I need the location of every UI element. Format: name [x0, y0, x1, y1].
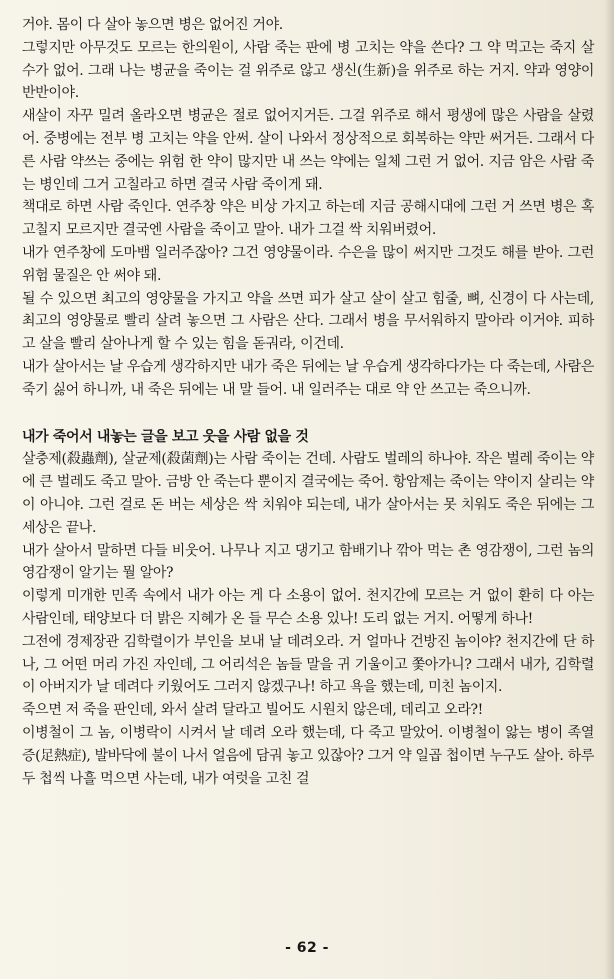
page-edge-shadow — [604, 0, 614, 979]
paragraph: 새살이 자꾸 밀려 올라오면 병균은 절로 없어지거든. 그걸 위주로 해서 평생에 많은 사람을 살렸어. 중병에는 전부 병 고치는 약을 안써. 살이 나와서 정상적으로 회복하는 약만 써거든. 그래서 다른 사람 약쓰는 중에는 위험 한 약이 많지만 내 쓰는 약에는 일체 그런 거 없어. 지금 암은 사람 죽는 병인데 그거 고칠라고 하면 결국 사람 죽이게 돼. — [22, 108, 594, 193]
paragraph: 내가 살아서는 날 우습게 생각하지만 내가 죽은 뒤에는 날 우습게 생각하다가는 다 죽는데, 사람은 죽기 싫어 하니까, 내 죽은 뒤에는 내 말 들어. 내 일러주는 대로 약 안 쓰고는 죽으니까. — [22, 358, 594, 398]
paragraph: 책대로 하면 사람 죽인다. 연주창 약은 비상 가지고 하는데 지금 공해시대에 그런 거 쓰면 병은 혹 고칠지 모르지만 결국엔 사람을 죽이고 말아. 내가 그걸 싹 치워버렸어. — [22, 199, 594, 239]
body-text — [22, 14, 594, 790]
page-number: - 62 - — [285, 940, 329, 956]
paragraph: 이렇게 미개한 민족 속에서 내가 아는 게 다 소용이 없어. 천지간에 모르는 거 없이 환히 다 아는 사람인데, 태양보다 더 밝은 지혜가 온 들 무슨 소용 있나! 도리 없는 거지. 어떻게 하나! — [22, 588, 594, 627]
paragraph: 내가 연주창에 도마뱀 일러주잖아? 그건 영양물이라. 수은을 많이 써지만 그것도 해를 받아. 그런 위험 물질은 안 써야 돼. — [22, 244, 594, 284]
paragraph: 죽으면 저 죽을 판인데, 와서 살려 달라고 빌어도 시원치 않은데, 데리고 오라?! — [22, 702, 483, 719]
section-gap — [22, 402, 594, 426]
section-heading: 내가 죽어서 내놓는 글을 보고 웃을 사람 없을 것 — [22, 428, 309, 445]
paragraph: 내가 살아서 말하면 다들 비웃어. 나무나 지고 댕기고 함배기나 깎아 먹는 촌 영감쟁이, 그런 놈의 영감쟁이 알기는 뭘 알아? — [22, 542, 594, 582]
paragraph: 될 수 있으면 최고의 영양물을 가지고 약을 쓰면 피가 살고 살이 살고 힘줄, 뼈, 신경이 다 사는데, 최고의 영양물로 빨리 살려 놓으면 그 사람은 산다. 그래서 병을 무서워하지 말아라 이거야. 피하고 살을 빨리 살아나게 할 수 있는 힘을 돋궈라, 이건데. — [22, 290, 594, 353]
paragraph: 이병철이 그 놈, 이병락이 시켜서 날 데려 오라 했는데, 다 죽고 말았어. 이병철이 앓는 병이 족열증(足熱症), 발바닥에 불이 나서 얼음에 담궈 놓고 있잖아? 그거 약 일곱 첩이면 누구도 살아. 하루 두 첩씩 나흘 먹으면 사는데, 내가 여럿을 고친 걸 — [22, 724, 594, 787]
paragraph: 거야. 몸이 다 살아 놓으면 병은 없어진 거야. — [22, 17, 283, 33]
paragraph: 그전에 경제장관 김학렬이가 부인을 보내 날 데려오라. 거 얼마나 건방진 놈이야? 천지간에 단 하나, 그 어떤 머리 가진 자인데, 그 어리석은 놈들 말을 귀 기울이고 쫓아가니? 그래서 내가, 김학렬이 아버지가 날 데려다 키웠어도 그러지 않겠구나! 하고 욕을 했는데, 미친 놈이지. — [22, 633, 594, 696]
paragraph: 그렇지만 아무것도 모르는 한의원이, 사람 죽는 판에 병 고치는 약을 쓴다? 그 약 먹고는 죽지 살수가 없어. 그래 나는 병균을 죽이는 걸 위주로 않고 생신(生新)을 위주로 하는 거지. 약과 영양이 반반이야. — [22, 39, 594, 102]
paragraph: 살충제(殺蟲劑), 살균제(殺菌劑)는 사람 죽이는 건데. 사람도 벌레의 하나야. 작은 벌레 죽이는 약에 큰 벌레도 죽고 말아. 금방 안 죽는다 뿐이지 결국에는 죽어. 항암제는 죽이는 약이지 살리는 약이 아니야. 그런 걸로 돈 버는 세상은 싹 치워야 되는데, 내가 살아서는 못 치워도 죽은 뒤에는 그 세상은 끝나. — [22, 451, 594, 536]
